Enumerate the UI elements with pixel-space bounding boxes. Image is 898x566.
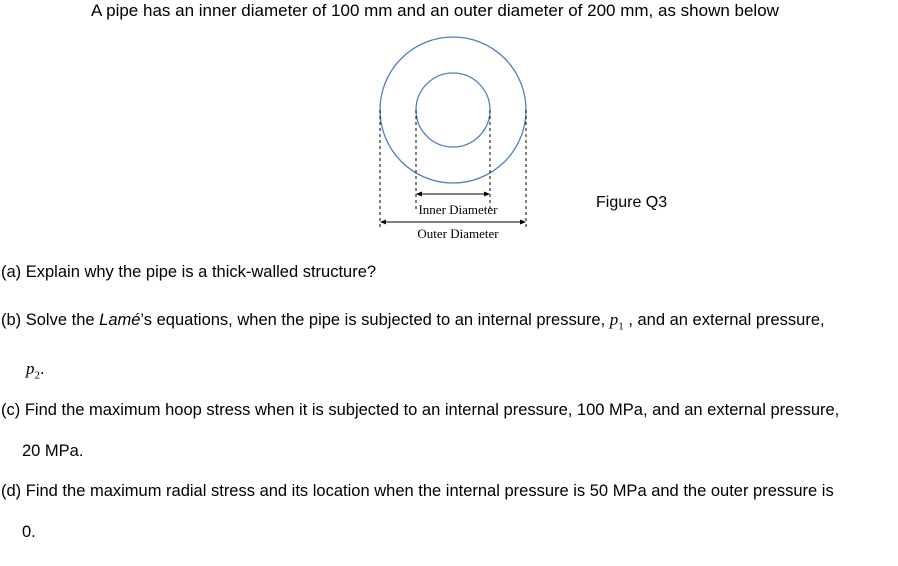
question-b-after2: , and an external pressure, xyxy=(623,311,825,329)
problem-intro: A pipe has an inner diameter of 100 mm and an outer diameter of 200 mm, as shown below xyxy=(91,1,779,20)
p2-line xyxy=(26,359,45,381)
outer-circle xyxy=(380,37,526,183)
pipe-figure xyxy=(370,36,540,246)
question-d-line2: 0. xyxy=(22,523,36,541)
question-c-line1: (c) Find the maximum hoop stress when it is subjected to an internal pressure, 100 MPa, and an external pressure, xyxy=(1,401,840,419)
inner-diameter-label: Inner Diameter xyxy=(418,202,498,217)
inner-arrowhead-left xyxy=(416,192,422,197)
outer-arrowhead-left xyxy=(380,220,386,225)
figure-caption: Figure Q3 xyxy=(596,194,668,211)
question-d-line1: (d) Find the maximum radial stress and its location when the internal pressure is 50 MPa and the outer pressure is xyxy=(1,482,834,500)
question-b xyxy=(1,310,825,332)
question-b-after1: ’s equations, when the pipe is subjected to an internal pressure, xyxy=(140,311,610,329)
outer-diameter-label: Outer Diameter xyxy=(417,226,499,241)
question-a: (a) Explain why the pipe is a thick-walled structure? xyxy=(1,263,377,281)
lame-name: Lamé xyxy=(99,311,141,329)
p1-symbol: $p_1$ xyxy=(609,310,624,333)
inner-arrowhead-right xyxy=(484,192,490,197)
question-c-line2: 20 MPa. xyxy=(22,442,84,460)
p2-period: . xyxy=(40,360,45,378)
outer-arrowhead-right xyxy=(520,220,526,225)
question-b-before: (b) Solve the xyxy=(1,311,100,329)
inner-circle xyxy=(416,73,490,147)
p2-symbol: $p_2$ xyxy=(26,359,40,382)
